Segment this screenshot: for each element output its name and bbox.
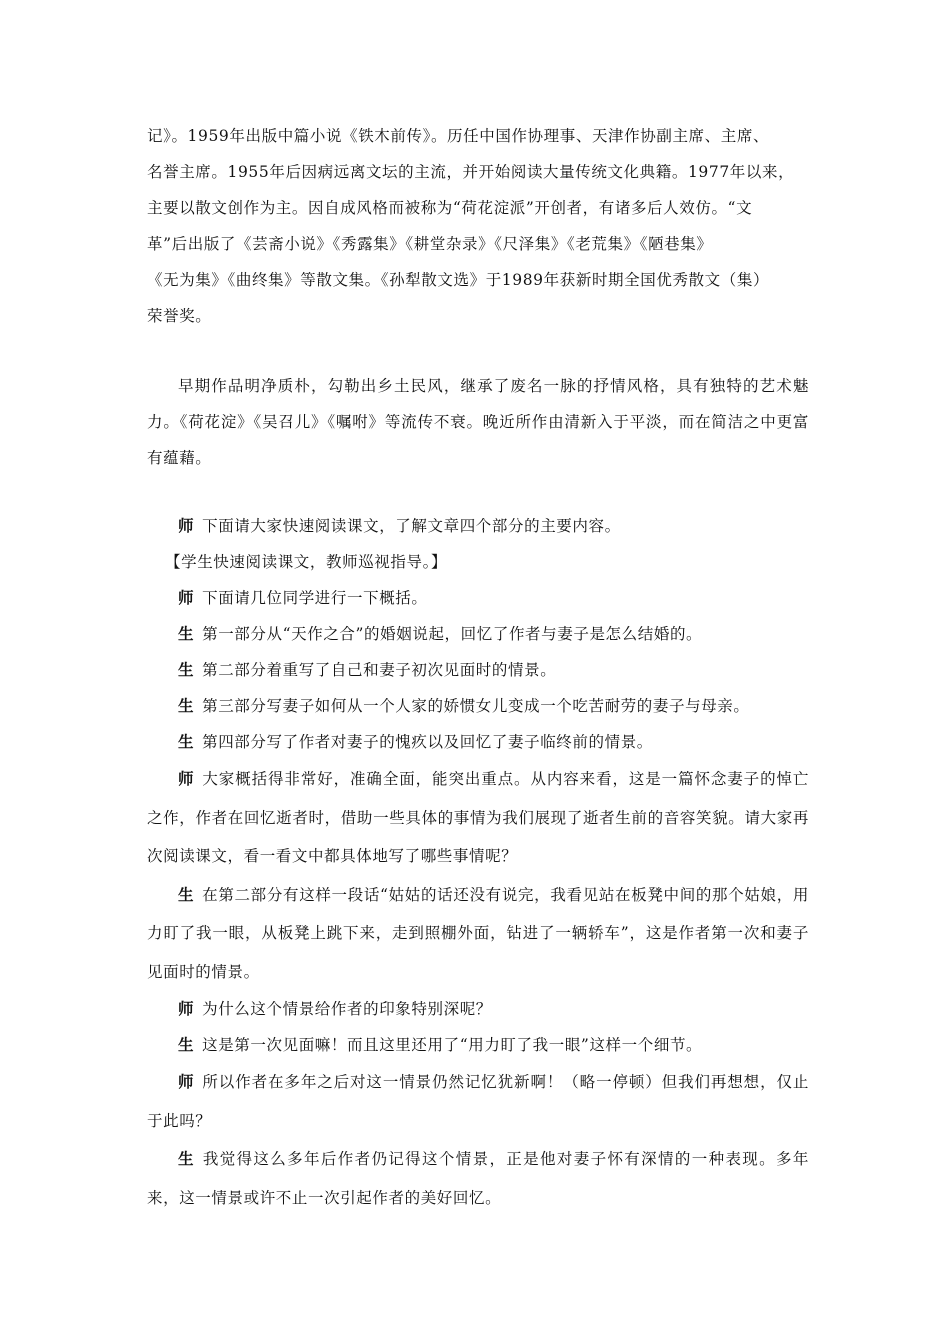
dialogue-line [147, 724, 809, 760]
dialogue-line [147, 616, 809, 652]
speaker-label: 生 [178, 733, 195, 751]
speaker-label: 生 [178, 1150, 195, 1168]
dialogue-text: 第四部分写了作者对妻子的愧疚以及回忆了妻子临终前的情景。 [202, 733, 653, 751]
dialogue-text: 第一部分从“天作之合”的婚姻说起，回忆了作者与妻子是怎么结婚的。 [202, 625, 703, 643]
dialogue-line [147, 876, 809, 992]
dialogue-line [147, 580, 809, 616]
dialogue-line [147, 688, 809, 724]
bio-line: 荣誉奖。 [147, 307, 212, 325]
writing-style-paragraph [147, 368, 809, 476]
dialogue-line [147, 1027, 809, 1063]
dialogue-text: 为什么这个情景给作者的印象特别深呢？ [202, 1000, 492, 1018]
dialogue-text: 在第二部分有这样一段话“姑姑的话还没有说完，我看见站在板凳中间的那个姑娘，用力盯了我一眼，从板凳上跳下来，走到照棚外面，钻进了一辆轿车”，这是作者第一次和妻子见面时的情景。 [147, 885, 809, 981]
dialogue-line [147, 1140, 809, 1217]
author-biography [147, 118, 809, 334]
bio-line: 《无为集》《曲终集》等散文集。《孙犁散文选》于1989年获新时期全国优秀散文（集） [147, 271, 770, 289]
speaker-label: 师 [178, 517, 195, 535]
dialogue-text: 大家概括得非常好，准确全面，能突出重点。从内容来看，这是一篇怀念妻子的悼亡之作，作者在回忆逝者时，借助一些具体的事情为我们展现了逝者生前的音容笑貌。请大家再次阅读课文，看一看文中都具体地写了哪些事情呢？ [147, 770, 809, 865]
speaker-label: 生 [178, 661, 195, 679]
dialogue-line [147, 991, 809, 1027]
bio-line: 名誉主席。1955年后因病远离文坛的主流，并开始阅读大量传统文化典籍。1977年以来， [147, 163, 795, 181]
dialogue-line [147, 1063, 809, 1140]
speaker-label: 生 [178, 885, 195, 904]
dialogue-text: 下面请大家快速阅读课文，了解文章四个部分的主要内容。 [202, 517, 621, 535]
dialogue-line [147, 508, 809, 544]
dialogue-text: 这是第一次见面嘛！而且这里还用了“用力盯了我一眼”这样一个细节。 [202, 1036, 703, 1054]
dialogue-text: 第二部分着重写了自己和妻子初次见面时的情景。 [202, 661, 557, 679]
dialogue-line [147, 760, 809, 876]
bio-line: 记》。1959年出版中篇小说《铁木前传》。历任中国作协理事、天津作协副主席、主席、 [147, 127, 770, 145]
bio-line: 主要以散文创作为主。因自成风格而被称为“荷花淀派”开创者，有诸多后人效仿。“文 [147, 199, 753, 217]
bio-line: 革”后出版了《芸斋小说》《秀露集》《耕堂杂录》《尺泽集》《老荒集》《陋巷集》 [147, 235, 713, 253]
speaker-label: 师 [178, 1073, 195, 1091]
dialogue-line [147, 652, 809, 688]
speaker-label: 师 [178, 1000, 195, 1018]
dialogue-text: 我觉得这么多年后作者仍记得这个情景，正是他对妻子怀有深情的一种表现。多年来，这一情景或许不止一次引起作者的美好回忆。 [147, 1150, 809, 1207]
speaker-label: 生 [178, 1036, 195, 1054]
dialogue-text: 下面请几位同学进行一下概括。 [202, 589, 428, 607]
speaker-label: 生 [178, 697, 195, 715]
speaker-label: 师 [178, 770, 195, 788]
dialogue-text: 第三部分写妻子如何从一个人家的娇惯女儿变成一个吃苦耐劳的妻子与母亲。 [202, 697, 750, 715]
style-text: 早期作品明净质朴，勾勒出乡土民风，继承了废名一脉的抒情风格，具有独特的艺术魅力。《荷花淀》《吴召儿》《嘱咐》等流传不衰。晚近所作由清新入于平淡，而在简洁之中更富有蕴藉。 [147, 377, 809, 467]
dialogue-text: 所以作者在多年之后对这一情景仍然记忆犹新啊！（略一停顿）但我们再想想，仅止于此吗？ [147, 1073, 809, 1130]
speaker-label: 生 [178, 625, 195, 643]
stage-direction: 【学生快速阅读课文，教师巡视指导。】 [165, 553, 448, 571]
classroom-dialogue [147, 508, 809, 1217]
speaker-label: 师 [178, 589, 195, 607]
